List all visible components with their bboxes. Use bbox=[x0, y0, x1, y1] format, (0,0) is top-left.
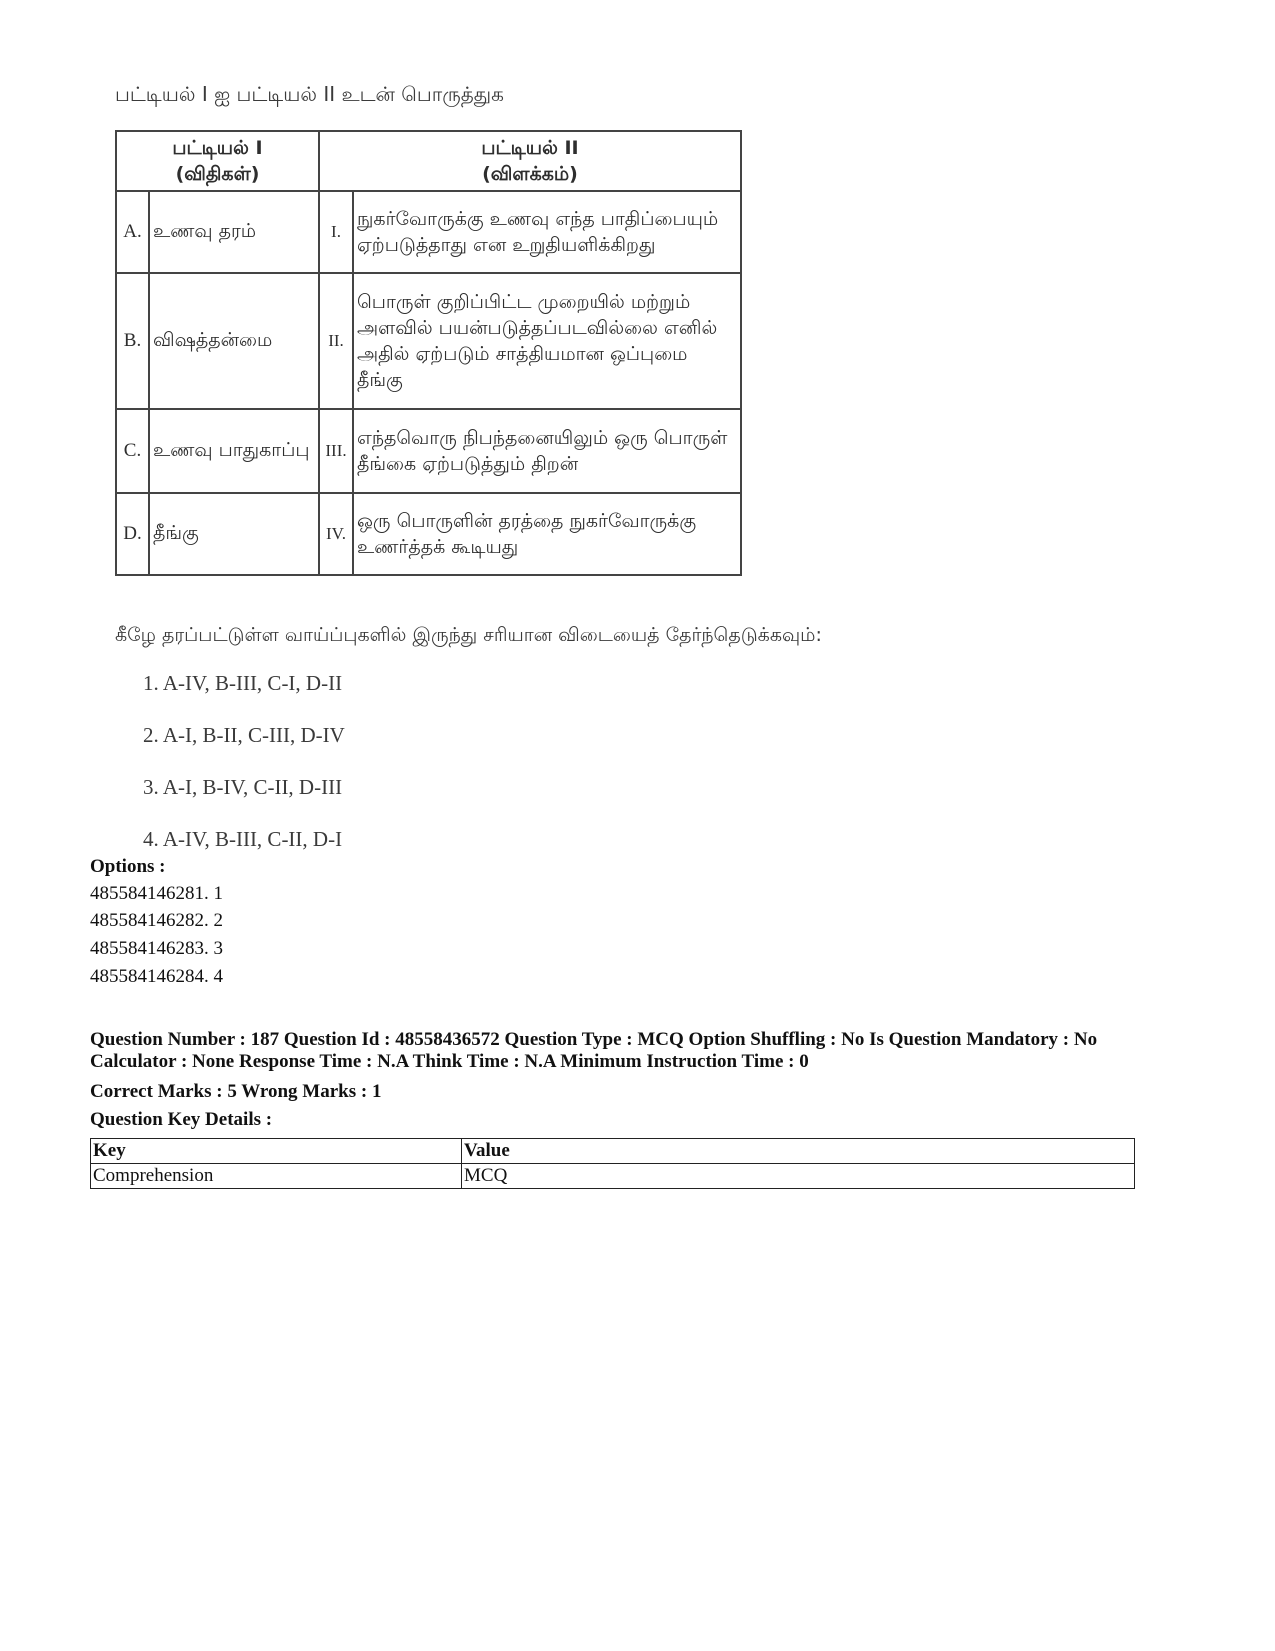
key-details-table bbox=[90, 1138, 1135, 1189]
row-description: பொருள் குறிப்பிட்ட முறையில் மற்றும் அளவில் பயன்படுத்தப்படவில்லை எனில் அதில் ஏற்படும் சாத்தியமான ஒப்புமை தீங்கு bbox=[353, 273, 741, 409]
row-letter: D. bbox=[116, 493, 149, 575]
row-letter: C. bbox=[116, 409, 149, 493]
key-table-header bbox=[91, 1139, 1135, 1164]
match-table-header bbox=[116, 131, 741, 191]
answer-choice: 4. A-IV, B-III, C-II, D-I bbox=[143, 827, 343, 851]
answer-choice: 2. A-I, B-II, C-III, D-IV bbox=[143, 723, 345, 747]
match-table bbox=[115, 130, 742, 576]
question-instruction: பட்டியல் I ஐ பட்டியல் II உடன் பொருத்துக bbox=[115, 82, 504, 106]
key-details-label: Question Key Details : bbox=[90, 1109, 273, 1130]
option-item: 485584146284. 4 bbox=[90, 966, 223, 987]
row-description: நுகர்வோருக்கு உணவு எந்த பாதிப்பையும் ஏற்படுத்தாது என உறுதியளிக்கிறது bbox=[353, 191, 741, 273]
value-header: Value bbox=[462, 1139, 1135, 1164]
match-row bbox=[116, 409, 741, 493]
row-roman: III. bbox=[319, 409, 353, 493]
row-roman: IV. bbox=[319, 493, 353, 575]
list2-header: பட்டியல் II (விளக்கம்) bbox=[319, 131, 741, 191]
row-term: உணவு பாதுகாப்பு bbox=[149, 409, 319, 493]
row-term: விஷத்தன்மை bbox=[149, 273, 319, 409]
marks-info: Correct Marks : 5 Wrong Marks : 1 bbox=[90, 1081, 382, 1102]
answer-choice: 1. A-IV, B-III, C-I, D-II bbox=[143, 671, 343, 695]
answer-choice: 3. A-I, B-IV, C-II, D-III bbox=[143, 775, 343, 799]
match-row bbox=[116, 493, 741, 575]
option-item: 485584146282. 2 bbox=[90, 910, 223, 931]
row-description: எந்தவொரு நிபந்தனையிலும் ஒரு பொருள் தீங்கை ஏற்படுத்தும் திறன் bbox=[353, 409, 741, 493]
row-letter: B. bbox=[116, 273, 149, 409]
row-term: உணவு தரம் bbox=[149, 191, 319, 273]
key-cell: Comprehension bbox=[91, 1164, 462, 1189]
answer-choices bbox=[143, 670, 345, 878]
key-header: Key bbox=[91, 1139, 462, 1164]
match-row bbox=[116, 191, 741, 273]
choose-instruction: கீழே தரப்பட்டுள்ள வாய்ப்புகளில் இருந்து சரியான விடையைத் தேர்ந்தெடுக்கவும்: bbox=[115, 624, 822, 646]
list1-header: பட்டியல் I (விதிகள்) bbox=[116, 131, 319, 191]
row-letter: A. bbox=[116, 191, 149, 273]
options-label: Options : bbox=[90, 856, 166, 877]
row-roman: II. bbox=[319, 273, 353, 409]
question-image bbox=[115, 80, 1035, 851]
question-metadata: Question Number : 187 Question Id : 48558436572 Question Type : MCQ Option Shuffling : No Is Question Mandatory : No Calculator : None Response Time : N.A Think Time : N.A Minimum Instruction Time : 0 bbox=[90, 1029, 1098, 1072]
match-row bbox=[116, 273, 741, 409]
option-item: 485584146283. 3 bbox=[90, 938, 223, 959]
option-item: 485584146281. 1 bbox=[90, 883, 223, 904]
row-roman: I. bbox=[319, 191, 353, 273]
table-row bbox=[91, 1164, 1135, 1189]
row-term: தீங்கு bbox=[149, 493, 319, 575]
value-cell: MCQ bbox=[462, 1164, 1135, 1189]
row-description: ஒரு பொருளின் தரத்தை நுகர்வோருக்கு உணர்த்தக் கூடியது bbox=[353, 493, 741, 575]
